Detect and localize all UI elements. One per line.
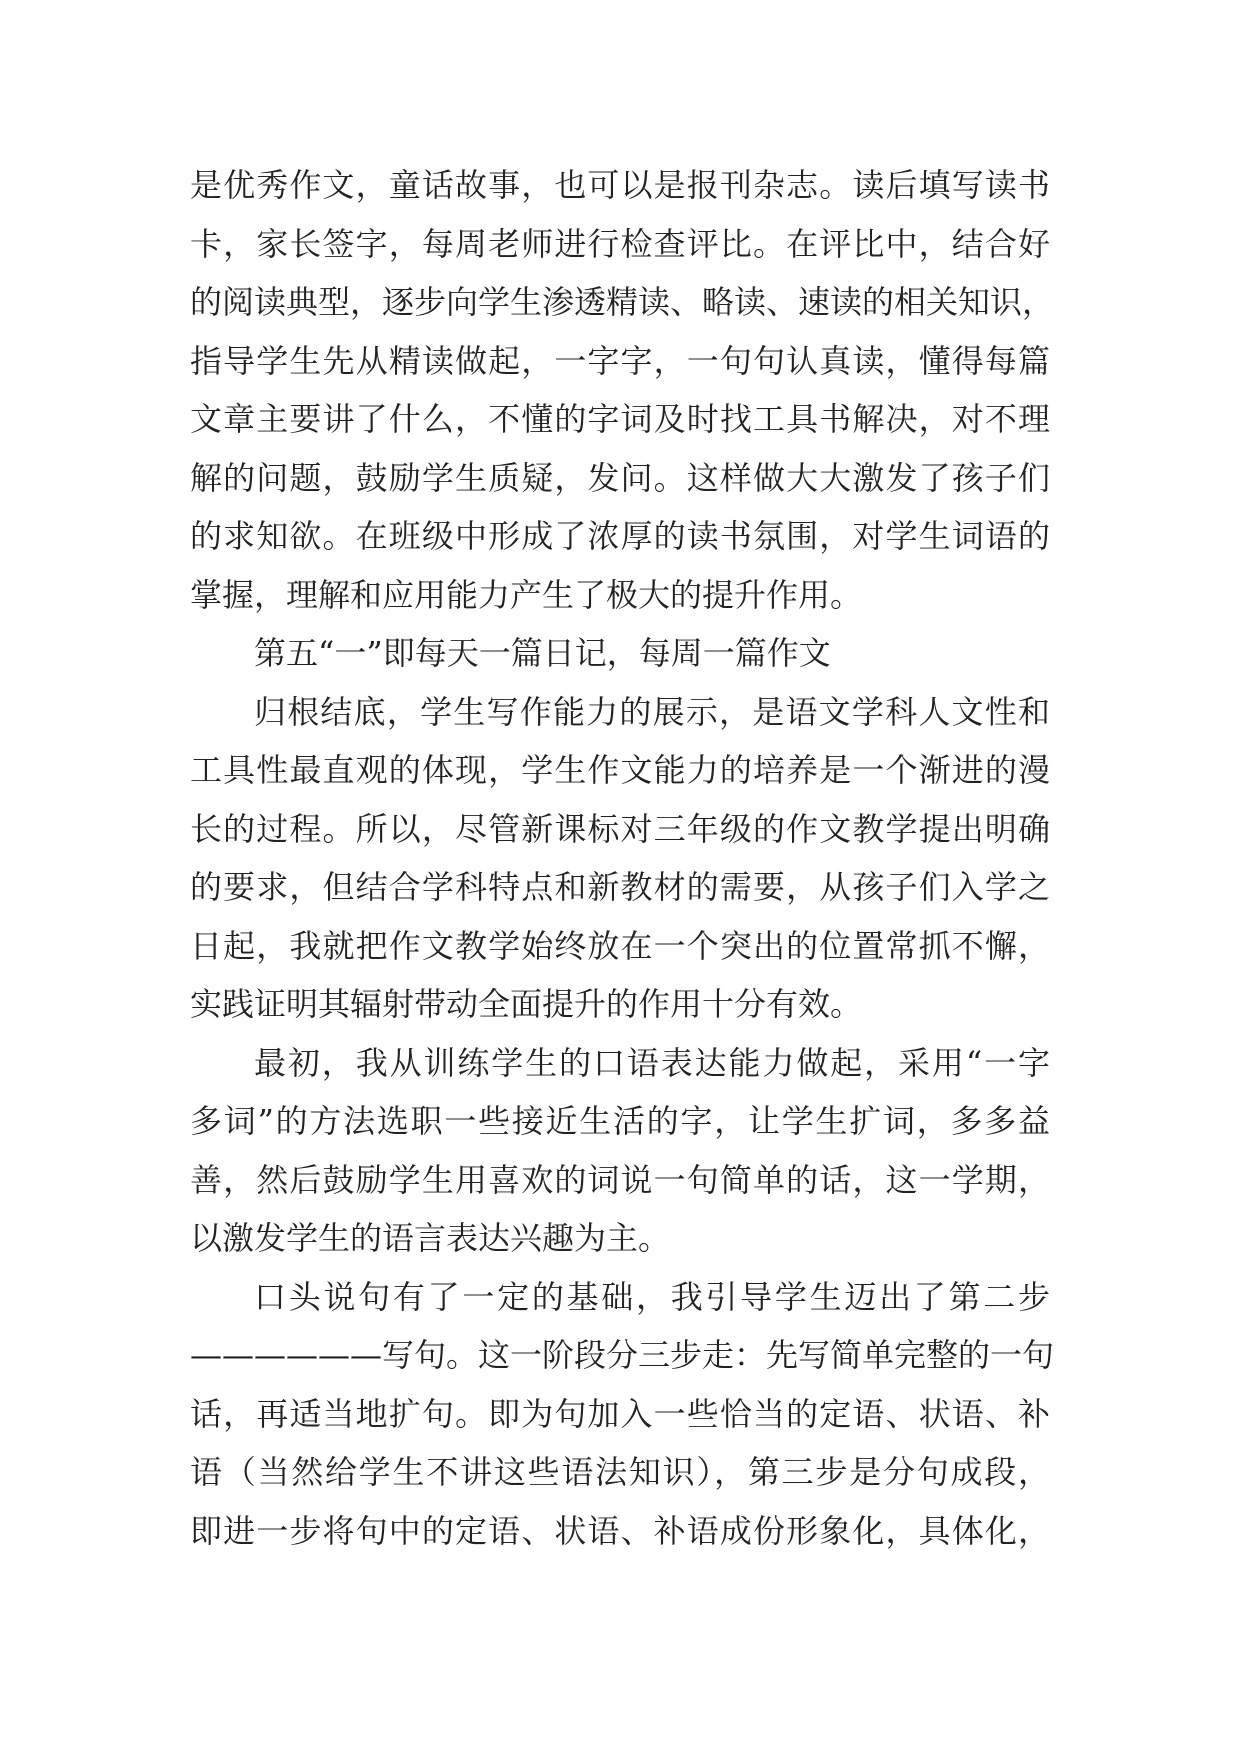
text-line: 归根结底，学生写作能力的展示，是语文学科人文性和 <box>254 692 1050 731</box>
text-line: 第五“一”即每天一篇日记，每周一篇作文 <box>254 634 831 672</box>
text-line: 卡，家长签字，每周老师进行检查评比。在评比中，结合好 <box>190 224 1050 263</box>
text-line: 日起，我就把作文教学始终放在一个突出的位置常抓不懈， <box>190 926 1050 965</box>
text-line: 的要求，但结合学科特点和新教材的需要，从孩子们入学之 <box>190 868 1050 906</box>
text-line: 的阅读典型，逐步向学生渗透精读、略读、速读的相关知识， <box>190 283 1055 321</box>
text-line: 文章主要讲了什么，不懂的字词及时找工具书解决，对不理 <box>190 400 1050 438</box>
text-line: 即进一步将句中的定语、状语、补语成份形象化，具体化， <box>190 1511 1050 1550</box>
text-line: ——————写句。这一阶段分三步走：先写简单完整的一句 <box>190 1336 1055 1374</box>
text-line: 多词”的方法选职一些接近生活的字，让学生扩词，多多益 <box>190 1102 1050 1140</box>
text-line: 长的过程。所以，尽管新课标对三年级的作文教学提出明确 <box>190 809 1050 848</box>
text-line: 的求知欲。在班级中形成了浓厚的读书氛围，对学生词语的 <box>190 517 1050 555</box>
text-line: 以激发学生的语言表达兴趣为主。 <box>190 1219 671 1257</box>
body-text <box>190 156 1055 1560</box>
text-line: 语（当然给学生不讲这些语法知识），第三步是分句成段， <box>190 1453 1050 1491</box>
text-line: 指导学生先从精读做起，一字字，一句句认真读，懂得每篇 <box>190 341 1050 380</box>
text-line: 善，然后鼓励学生用喜欢的词说一句简单的话，这一学期， <box>190 1160 1050 1199</box>
text-line: 口头说句有了一定的基础，我引导学生迈出了第二步 <box>254 1277 1050 1316</box>
text-line: 工具性最直观的体现，学生作文能力的培养是一个渐进的漫 <box>190 751 1050 789</box>
text-line: 解的问题，鼓励学生质疑，发问。这样做大大激发了孩子们 <box>190 458 1050 497</box>
text-line: 实践证明其辐射带动全面提升的作用十分有效。 <box>190 985 863 1023</box>
text-line: 最初，我从训练学生的口语表达能力做起，采用“一字 <box>254 1043 1050 1082</box>
text-line: 是优秀作文，童话故事，也可以是报刊杂志。读后填写读书 <box>190 166 1050 204</box>
text-line: 掌握，理解和应用能力产生了极大的提升作用。 <box>190 575 863 614</box>
text-line: 话，再适当地扩句。即为句加入一些恰当的定语、状语、补 <box>190 1394 1050 1433</box>
